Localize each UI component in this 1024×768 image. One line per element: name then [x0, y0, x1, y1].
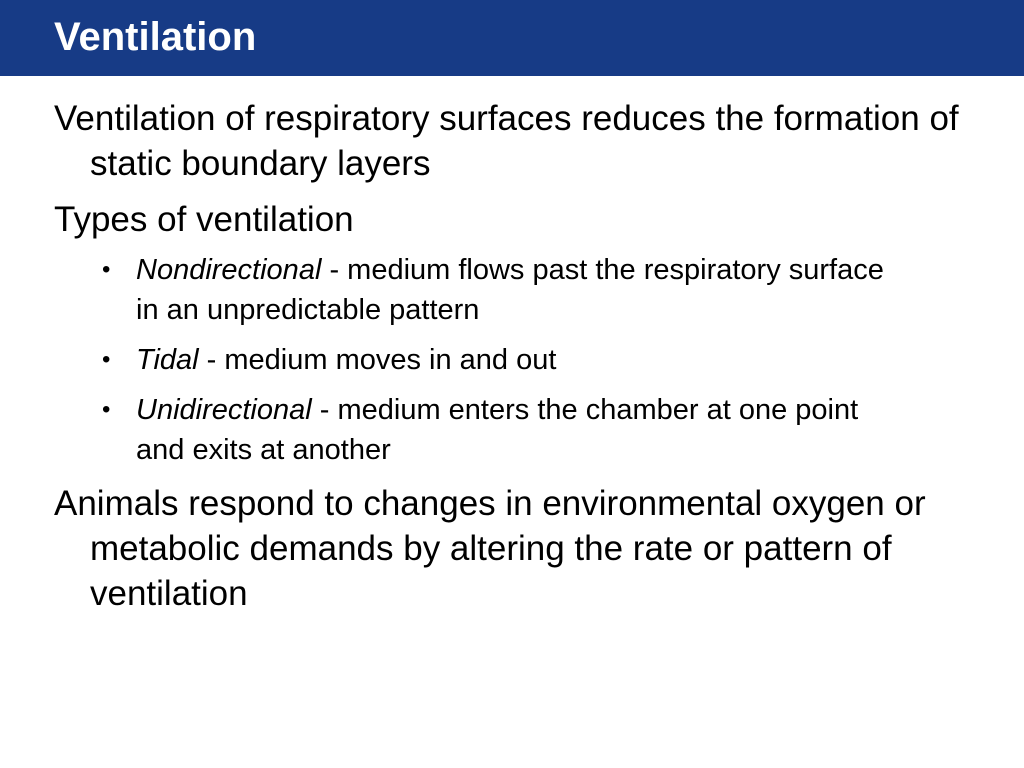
slide-title: Ventilation — [54, 15, 257, 59]
description-nondirectional: - medium flows past the respiratory surface in an unpredictable pattern — [136, 254, 884, 326]
bullet-icon: • — [102, 346, 111, 373]
term-nondirectional: Nondirectional — [136, 254, 322, 286]
term-tidal: Tidal — [136, 344, 199, 376]
list-item-tidal — [54, 340, 896, 380]
ventilation-types-list — [54, 250, 974, 470]
paragraph-boundary-layers: Ventilation of respiratory surfaces reduces the formation of static boundary layers — [54, 99, 959, 183]
title-bar — [0, 0, 1024, 76]
term-unidirectional: Unidirectional — [136, 394, 312, 426]
description-unidirectional: - medium enters the chamber at one point and exits at another — [136, 394, 859, 466]
list-item-unidirectional — [54, 390, 896, 470]
bullet-icon: • — [102, 396, 111, 423]
slide-body — [54, 96, 974, 616]
paragraph-animals-respond: Animals respond to changes in environmental oxygen or metabolic demands by altering the rate or pattern of ventilation — [54, 484, 926, 613]
paragraph-types-heading: Types of ventilation — [54, 200, 354, 239]
list-item-nondirectional — [54, 250, 896, 330]
bullet-icon: • — [102, 256, 111, 283]
description-tidal: - medium moves in and out — [198, 344, 557, 376]
